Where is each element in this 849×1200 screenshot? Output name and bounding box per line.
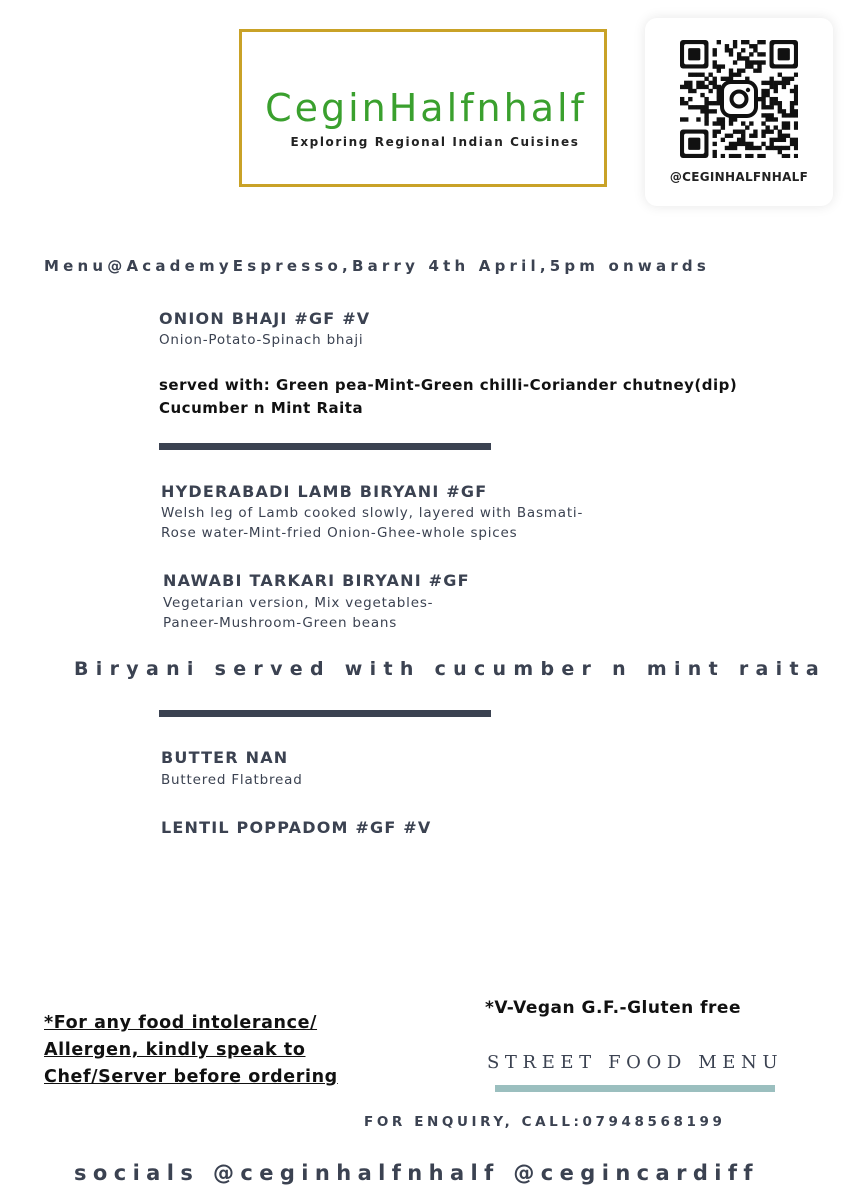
section-divider (159, 443, 491, 450)
item-title-lamb-biryani: HYDERABADI LAMB BIRYANI #GF (161, 482, 488, 501)
instagram-handle: @CEGINHALFNHALF (669, 170, 809, 184)
allergy-line2: Allergen, kindly speak to (44, 1040, 306, 1060)
item-title-butter-nan: BUTTER NAN (161, 748, 289, 767)
item-desc-onion-bhaji: Onion-Potato-Spinach bhaji (159, 332, 364, 348)
instagram-icon (722, 82, 756, 116)
allergy-line1: *For any food intolerance/ (44, 1013, 318, 1033)
qr-finder-pattern (770, 40, 798, 68)
qr-finder-pattern (680, 130, 708, 158)
qr-card[interactable] (645, 18, 833, 206)
brand-tagline: Exploring Regional Indian Cuisines (290, 135, 580, 149)
served-with-line1: served with: Green pea-Mint-Green chilli-Coriander chutney(dip) (159, 376, 738, 394)
menu-heading: Menu@AcademyEspresso,Barry 4th April,5pm onwards (44, 257, 710, 275)
item-title-onion-bhaji: ONION BHAJI #GF #V (159, 309, 371, 328)
allergy-notice (44, 1010, 338, 1091)
socials-line: socials @ceginhalfnhalf @cegincardiff (74, 1161, 759, 1185)
served-with-line2: Cucumber n Mint Raita (159, 399, 364, 417)
biryani-note: Biryani served with cucumber n mint raita (74, 658, 826, 680)
section-divider (159, 710, 491, 717)
dietary-legend: *V-Vegan G.F.-Gluten free (485, 998, 741, 1018)
qr-finder-pattern (680, 40, 708, 68)
enquiry-phone[interactable]: FOR ENQUIRY, CALL:07948568199 (364, 1114, 726, 1130)
item-desc-tarkari-biryani-1: Vegetarian version, Mix vegetables- (163, 595, 434, 611)
item-desc-lamb-biryani-1: Welsh leg of Lamb cooked slowly, layered with Basmati- (161, 505, 584, 521)
street-food-underline (495, 1085, 775, 1092)
qr-code[interactable] (680, 40, 798, 158)
item-desc-lamb-biryani-2: Rose water-Mint-fried Onion-Ghee-whole spices (161, 525, 518, 541)
street-food-label: STREET FOOD MENU (487, 1052, 784, 1073)
allergy-line3: Chef/Server before ordering (44, 1067, 338, 1087)
item-desc-butter-nan: Buttered Flatbread (161, 772, 303, 788)
item-title-lentil-poppadom: LENTIL POPPADOM #GF #V (161, 818, 432, 837)
item-desc-tarkari-biryani-2: Paneer-Mushroom-Green beans (163, 615, 398, 631)
brand-name: CeginHalfnhalf (265, 86, 587, 130)
item-title-tarkari-biryani: NAWABI TARKARI BIRYANI #GF (163, 571, 470, 590)
